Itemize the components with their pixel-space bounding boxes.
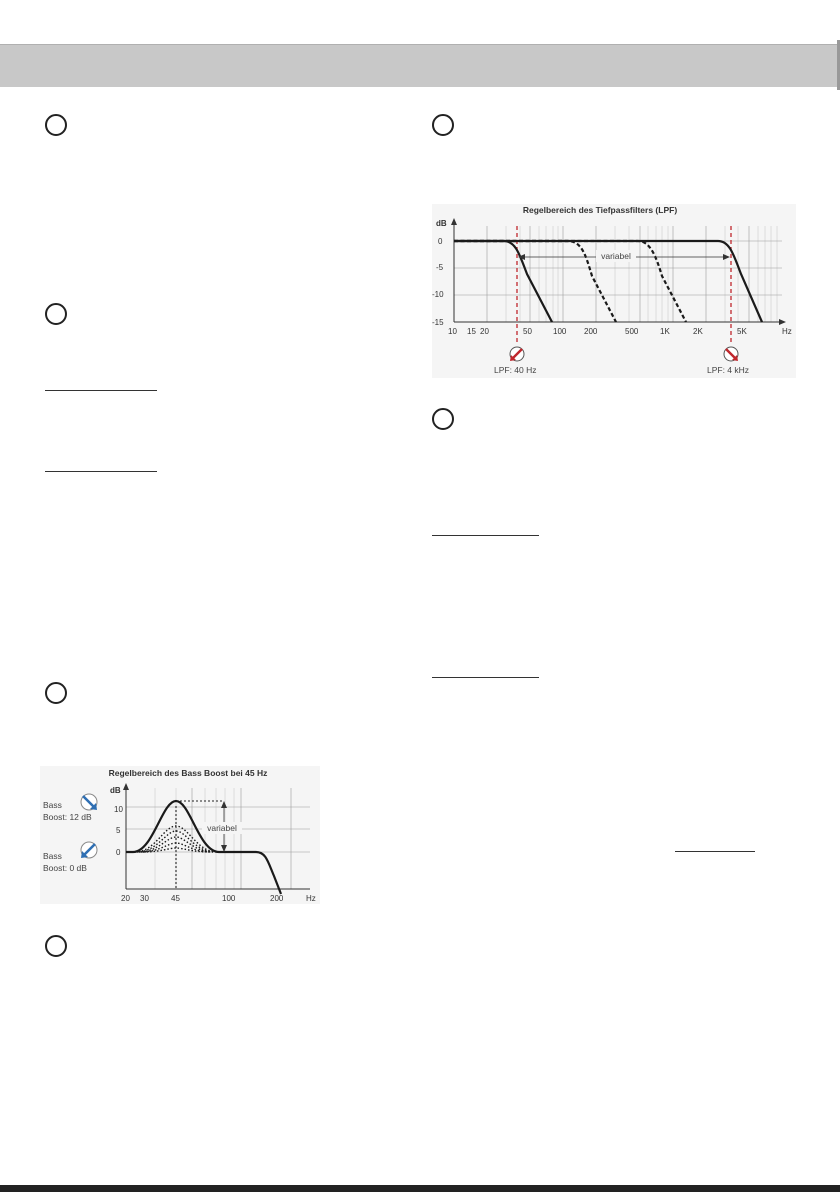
bass-xunit: Hz <box>306 894 316 903</box>
lpf-xtick: 50 <box>523 327 532 336</box>
bass-curves <box>126 801 281 894</box>
lpf-knob-right <box>724 347 738 361</box>
step-marker-5 <box>432 114 454 136</box>
bass-ytick: 0 <box>116 848 121 857</box>
page-bottom-edge <box>0 1185 840 1192</box>
bass-range-arrow-top <box>221 801 227 808</box>
section-rule <box>675 851 755 852</box>
lpf-xtick: 2K <box>693 327 703 336</box>
lpf-marker-label-right: LPF: 4 kHz <box>707 365 750 375</box>
knob-high-label-2: Boost: 12 dB <box>43 812 92 822</box>
knob-high-label-1: Bass <box>43 800 62 810</box>
lpf-xtick: 15 <box>467 327 476 336</box>
lpf-curve-200hz <box>454 241 616 322</box>
knob-low-label-2: Boost: 0 dB <box>43 863 87 873</box>
bass-y-arrow <box>123 783 129 790</box>
lpf-xtick: 5K <box>737 327 747 336</box>
step-marker-1 <box>45 114 67 136</box>
header-bar <box>0 44 840 87</box>
bass-ytick: 10 <box>114 805 123 814</box>
lpf-knob-left <box>510 347 524 361</box>
lpf-xtick: 500 <box>625 327 639 336</box>
lpf-ylabel: dB <box>436 219 447 228</box>
step-marker-3 <box>45 682 67 704</box>
lpf-range-arrow-right <box>723 254 730 260</box>
bass-boost-chart <box>40 766 320 904</box>
lpf-title: Regelbereich des Tiefpassfilters (LPF) <box>522 205 678 215</box>
bass-xtick: 200 <box>270 894 284 903</box>
lpf-x-ticks <box>448 327 792 336</box>
bass-xtick: 20 <box>121 894 130 903</box>
section-rule <box>45 390 157 391</box>
bass-ylabel: dB <box>110 786 121 795</box>
lpf-curve-1khz <box>454 241 686 322</box>
section-rule <box>45 471 157 472</box>
bass-boost-figure <box>40 766 320 904</box>
bass-title: Regelbereich des Bass Boost bei 45 Hz <box>108 768 268 778</box>
bass-ytick: 5 <box>116 826 121 835</box>
bass-grid <box>126 788 310 889</box>
lpf-annotation: variabel <box>601 251 631 261</box>
step-marker-6 <box>432 408 454 430</box>
lpf-xunit: Hz <box>782 327 792 336</box>
lpf-xtick: 20 <box>480 327 489 336</box>
bass-knob-low <box>81 842 97 858</box>
lpf-xtick: 1K <box>660 327 670 336</box>
section-rule <box>432 677 539 678</box>
lpf-y-arrow <box>451 218 457 225</box>
step-marker-4 <box>45 935 67 957</box>
knob-low-label-1: Bass <box>43 851 62 861</box>
bass-xtick: 45 <box>171 894 180 903</box>
lpf-y-ticks <box>432 237 444 327</box>
section-rule <box>432 535 539 536</box>
bass-knob-high <box>81 794 97 810</box>
lpf-ytick: -5 <box>436 263 444 272</box>
lpf-chart <box>432 204 796 378</box>
bass-xtick: 30 <box>140 894 149 903</box>
lpf-ytick: 0 <box>438 237 443 246</box>
lpf-xtick: 10 <box>448 327 457 336</box>
lpf-xtick: 200 <box>584 327 598 336</box>
lpf-xtick: 100 <box>553 327 567 336</box>
bass-xtick: 100 <box>222 894 236 903</box>
lpf-x-arrow <box>779 319 786 325</box>
bass-annotation: variabel <box>207 823 237 833</box>
step-marker-2 <box>45 303 67 325</box>
lpf-curve-40hz <box>454 241 552 322</box>
lpf-figure <box>432 204 796 378</box>
lpf-ytick: -15 <box>432 318 444 327</box>
lpf-marker-label-left: LPF: 40 Hz <box>494 365 537 375</box>
lpf-ytick: -10 <box>432 290 444 299</box>
